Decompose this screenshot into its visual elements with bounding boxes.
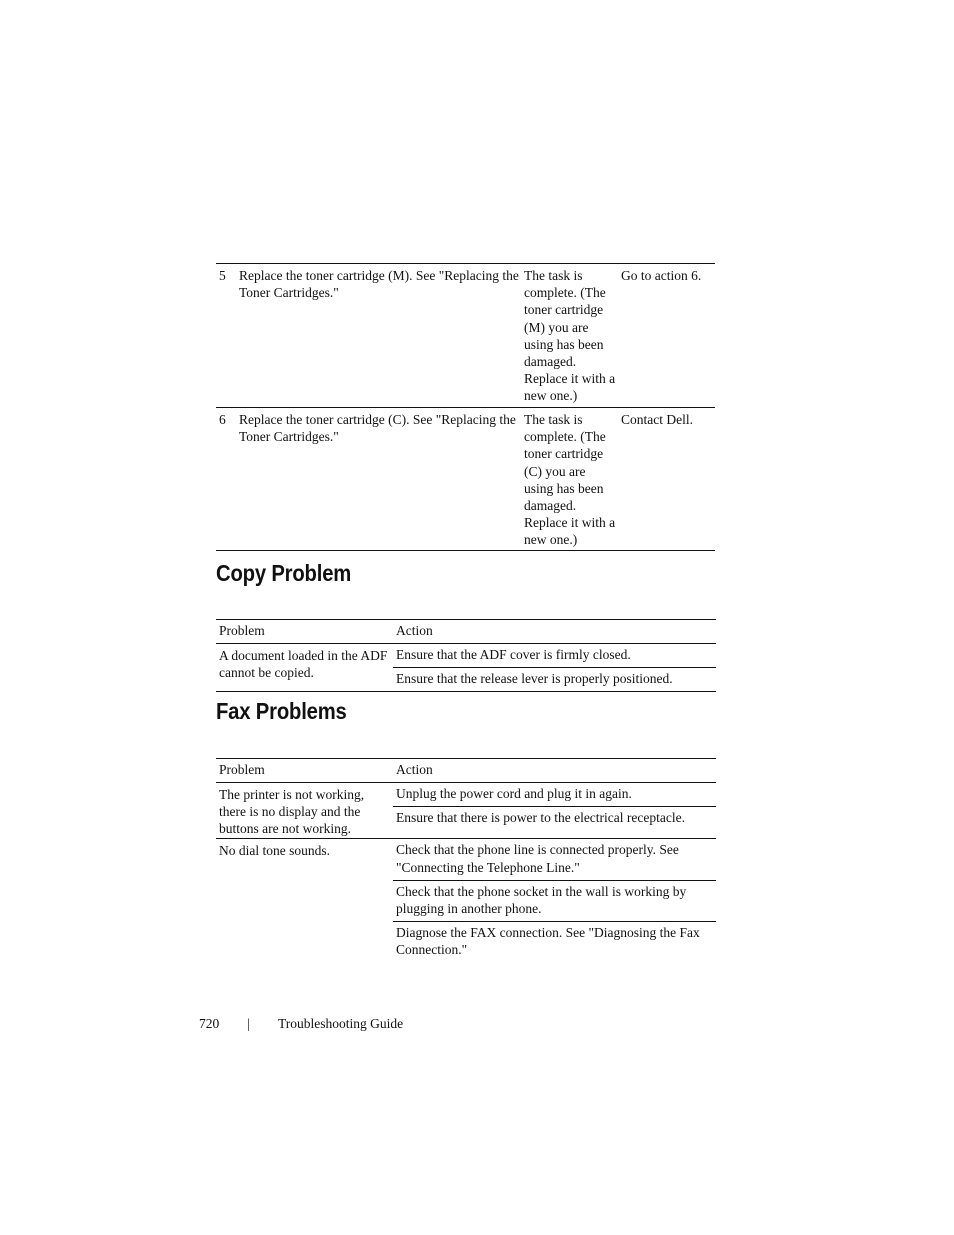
action-cell: Ensure that there is power to the electrical receptacle. [393, 806, 716, 838]
step-number: 5 [219, 268, 226, 283]
section-heading-copy: Copy Problem [216, 560, 352, 586]
table-row [216, 839, 716, 962]
step-next: Go to action 6. [621, 268, 702, 283]
action-cell: Check that the phone line is connected properly. See "Connecting the Telephone Line." [396, 842, 679, 875]
copy-problem-table [216, 619, 716, 692]
fax-problem-table [216, 758, 716, 963]
header-action: Action [396, 623, 433, 638]
problem-cell: A document loaded in the ADF cannot be copied. [219, 648, 388, 681]
header-problem: Problem [219, 623, 265, 638]
footer-guide-title: Troubleshooting Guide [278, 1016, 404, 1031]
step-number: 6 [219, 412, 226, 427]
section-heading-fax: Fax Problems [216, 698, 347, 724]
problem-cell: The printer is not working, there is no display and the buttons are not working. [219, 787, 365, 837]
step-next: Contact Dell. [621, 412, 693, 427]
step-table [216, 263, 715, 551]
table-row [216, 263, 715, 407]
table-header [216, 619, 716, 644]
table-header [216, 758, 716, 783]
table-row [216, 407, 715, 551]
action-cell: Check that the phone socket in the wall is working by plugging in another phone. [393, 880, 716, 921]
step-action: Replace the toner cartridge (M). See "Replacing the Toner Cartridges." [239, 268, 519, 301]
action-cell: Ensure that the release lever is properly positioned. [393, 667, 716, 691]
table-row [216, 783, 716, 839]
page-number: 720 [199, 1016, 220, 1031]
step-result: The task is complete. (The toner cartridge (C) you are using has been damaged. Replace it with a new one.) [524, 412, 616, 548]
footer-separator: | [247, 1016, 250, 1031]
problem-cell: No dial tone sounds. [219, 843, 330, 859]
table-row [216, 644, 716, 692]
action-cell: Diagnose the FAX connection. See "Diagnosing the Fax Connection." [393, 921, 716, 962]
step-action: Replace the toner cartridge (C). See "Replacing the Toner Cartridges." [239, 412, 516, 445]
header-action: Action [396, 762, 433, 777]
step-result: The task is complete. (The toner cartridge (M) you are using has been damaged. Replace it with a new one.) [524, 268, 616, 404]
action-cell: Ensure that the ADF cover is firmly closed. [396, 647, 631, 662]
header-problem: Problem [219, 762, 265, 777]
action-cell: Unplug the power cord and plug it in again. [396, 786, 632, 801]
